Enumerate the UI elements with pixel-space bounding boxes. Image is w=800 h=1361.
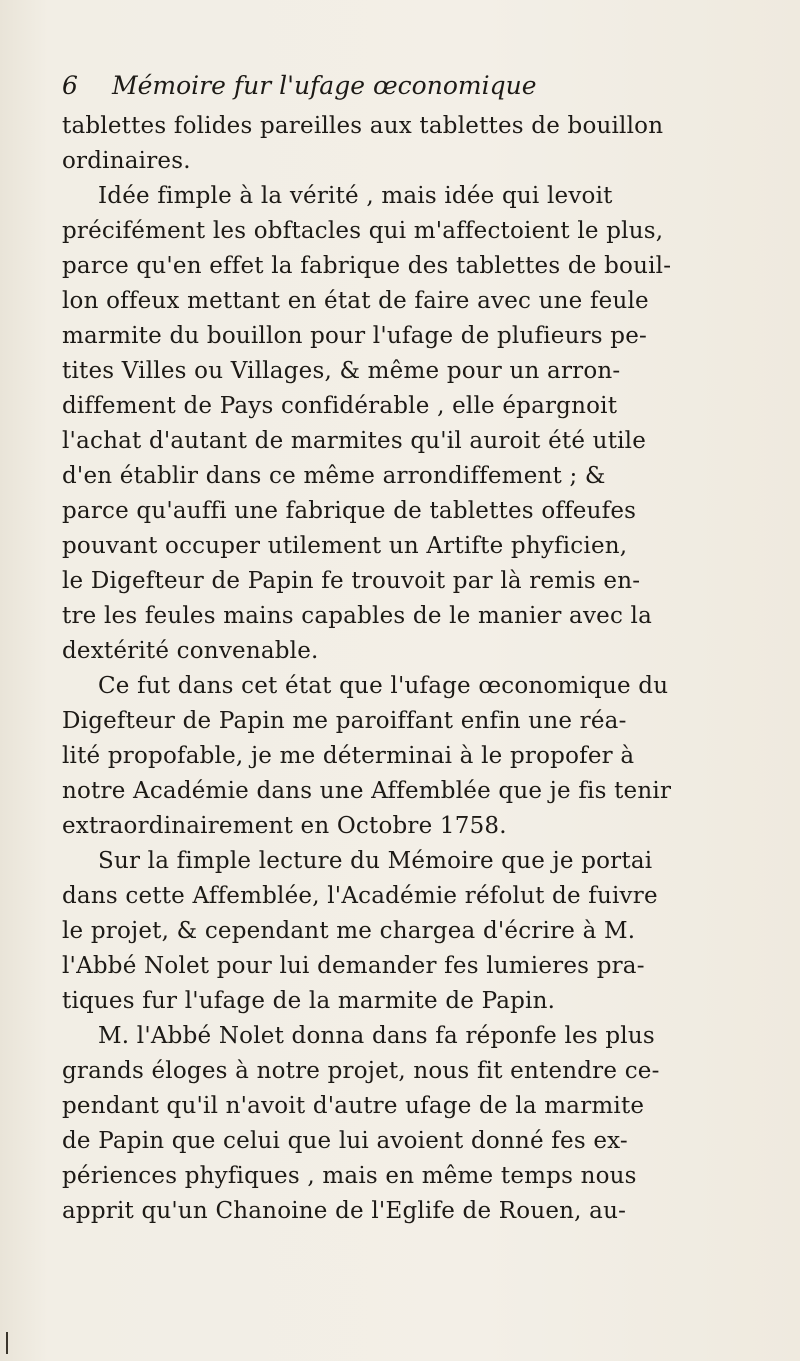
text-line: l'Abbé Nolet pour lui demander fes lumieres pra- [62, 953, 645, 979]
text-line: l'achat d'autant de marmites qu'il auroit été utile [62, 428, 647, 454]
text-line: pouvant occuper utilement un Artifte phyficien, [62, 533, 628, 559]
text-line: parce qu'auffi une fabrique de tablettes offeufes [62, 498, 637, 524]
text-line: marmite du bouillon pour l'ufage de plufieurs pe- [62, 323, 648, 349]
text-line: précifément les obftacles qui m'affectoient le plus, [62, 218, 664, 244]
text-line: le Digefteur de Papin fe trouvoit par là remis en- [62, 568, 641, 594]
text-line: lité propofable, je me déterminai à le propofer à [62, 743, 635, 769]
body-text [62, 109, 762, 1229]
text-line: dans cette Affemblée, l'Académie réfolut de fuivre [62, 883, 658, 909]
text-line: tablettes folides pareilles aux tablettes de bouillon [62, 113, 664, 139]
text-line: Idée fimple à la vérité , mais idée qui levoit [98, 183, 613, 209]
text-line: parce qu'en effet la fabrique des tablettes de bouil- [62, 253, 672, 279]
text-line: le projet, & cependant me chargea d'écrire à M. [62, 918, 636, 944]
text-line: extraordinairement en Octobre 1758. [62, 813, 507, 839]
text-line: de Papin que celui que lui avoient donné fes ex- [62, 1128, 628, 1154]
text-line: apprit qu'un Chanoine de l'Eglife de Rouen, au- [62, 1198, 627, 1224]
page-number: 6 [62, 71, 78, 100]
text-line: diffement de Pays confidérable , elle épargnoit [62, 393, 618, 419]
text-line: Ce fut dans cet état que l'ufage œconomique du [98, 673, 669, 699]
page-header [62, 70, 752, 110]
text-line: Digefteur de Papin me paroiffant enfin une réa- [62, 708, 627, 734]
text-line: notre Académie dans une Affemblée que je fis tenir [62, 778, 672, 804]
text-line: pendant qu'il n'avoit d'autre ufage de la marmite [62, 1093, 645, 1119]
text-line: périences phyfiques , mais en même temps nous [62, 1163, 637, 1189]
text-line: tiques fur l'ufage de la marmite de Papin. [62, 988, 556, 1014]
text-line: tites Villes ou Villages, & même pour un arron- [62, 358, 621, 384]
text-line: dextérité convenable. [62, 638, 319, 664]
text-line: Sur la fimple lecture du Mémoire que je portai [98, 848, 653, 874]
text-line: tre les feules mains capables de le manier avec la [62, 603, 653, 629]
margin-mark [6, 1332, 8, 1354]
text-line: ordinaires. [62, 148, 191, 174]
running-title: Mémoire fur l'ufage œconomique [112, 71, 537, 100]
text-line: lon offeux mettant en état de faire avec une feule [62, 288, 649, 314]
text-line: d'en établir dans ce même arrondiffement ; & [62, 463, 606, 489]
text-line: M. l'Abbé Nolet donna dans fa réponfe les plus [98, 1023, 655, 1049]
text-line: grands éloges à notre projet, nous fit entendre ce- [62, 1058, 660, 1084]
